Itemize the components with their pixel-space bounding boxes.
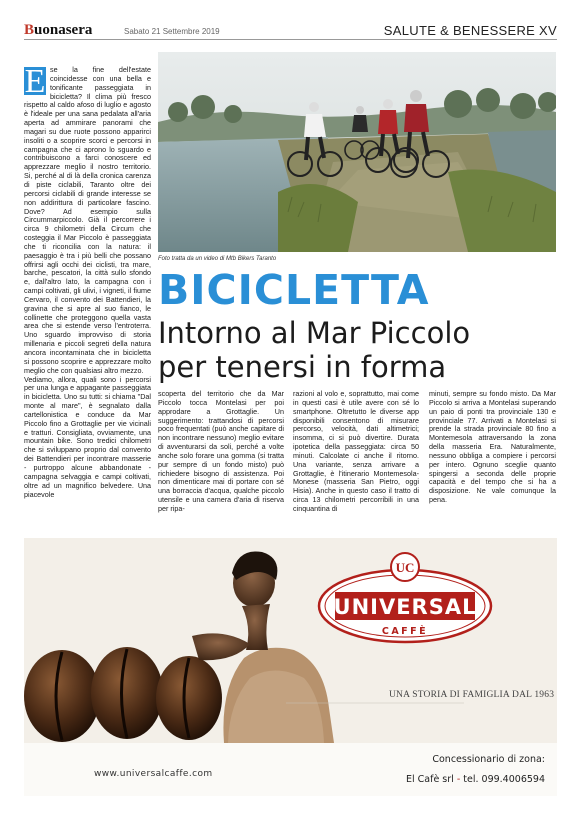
issue-date: Sabato 21 Settembre 2019 (124, 27, 220, 36)
article-title-line: Intorno al Mar Piccolo (158, 316, 471, 350)
cyclists-illustration (158, 52, 556, 252)
masthead-logo: Buonasera (24, 22, 93, 38)
page-header (24, 22, 557, 40)
coffee-bean-icon (24, 650, 100, 742)
advertisement-universal-caffe (24, 538, 557, 796)
article-kicker: BICICLETTA (158, 266, 430, 314)
article-column-4: minuti, sempre su fondo misto. Da Mar Piccolo si arriva a Montelasi superando un paio di ponti tra provinciale 130 e provinciale 77. Arrivati a Montelasi si prende la strada provinciale 80 fino a Montemesola attraversando la zona della masseria Era. Naturalmente, nessuno obbliga a compiere i percorsi per intero. Ognuno sceglie quanto spingersi a seconda delle proprie capacità e del tempo che si ha a disposizione. Ne vale comunque la pena. (429, 390, 556, 505)
logo-emblem (317, 550, 493, 655)
article-paragraph: Vediamo, allora, quali sono i percorsi per una lunga e appagante passeggiata in bicicletta. Uno su tutti: si chiama "Dal monte al mare", è segnalato dalla cartellonistica e conduce da Mar Piccolo fino a Grottaglie per vie vicinali e tratturi. Consigliata, ovviamente, una mountain bike. Sono tredici chilometri che si sviluppano proprio dal convento dei Battendieri per incontrare masserie - purtroppo alcune abbandonate - campagna selvaggia e campi coltivati, oltre ad un magnifico belvedere. Una piacevole (24, 374, 151, 499)
coffee-bean-icon (156, 656, 222, 740)
logo-name: UNIVERSAL (333, 595, 477, 619)
logo-monogram: UC (395, 560, 415, 575)
section-title: SALUTE & BENESSERE XV (383, 23, 557, 38)
ad-dealer-label: Concessionario di zona: (432, 754, 545, 765)
article-column-3: razioni al volo e, soprattutto, mai come in questi casi è utile avere con sé lo smartphone. Oltretutto le diverse app disponibili consentono di misurare percorso, velocità, dati altimetrici; insomma, ci si può divertire. Durata ipotetica della passeggiata: circa 50 minuti. Calcolate ci anche il ritorno. Una variante, senza arrivare a Grottaglie, è l'itinerario Montemesola-Monese (masseria San Pietro, oggi Hisia). Anche in questo caso il tratto di circa 13 chilometri percorribili in una cinquantina di (293, 390, 419, 513)
ad-website-link[interactable]: www.universalcaffe.com (94, 769, 213, 779)
dealer-company: El Cafè srl (405, 774, 454, 785)
ad-contact-line (406, 774, 545, 785)
article-column-1 (24, 66, 151, 534)
logo-subtitle: CAFFÈ (381, 626, 429, 637)
article-column-2: scoperta del territorio che da Mar Piccolo tocca Montelasi per poi approdare a Grottaglie. Un suggerimento: trattandosi di percorsi poco frequentati (può anche capitare di non incontrare nessuno) meglio evitare di avventurarsi da soli, perché a volte anche solo forare una gomma (si tratta pur sempre di un fondo misto) può richiedere bisogno di assistenza. Poi non dimenticare mai di portare con sé una borraccia d'acqua, qualche piccolo utensile e una camera d'aria di riserva per ripa- (158, 390, 284, 513)
contact-separator: - (453, 774, 464, 785)
article-lead-paragraph: se la fine dell'estate coincidesse con una bella e tonificante passeggiata in bicicletta? Il clima più fresco rispetto al caldo afoso di luglio e agosto è l'ideale per una sana pedalata all'aria aperta ad ammirare panorami che magari su due ruote possono apparirci insoliti o a scoprire scorci e percorsi in campagna che ci aprono lo sguardo e contribuiscono a farci conoscere ed apprezzare meglio il nostro territorio. Si, perché al di là della cronica carenza di piste ciclabili, Taranto oltre dei percorsi ciclabili di grande interesse se non addirittura di particolare fascino. Dove? Ad esempio sulla Circummarpiccolo. Già il percorrere i circa 9 chilometri della Circum che costeggia il Mar Piccolo è passeggiata che ti riconcilia con la natura: il paesaggio è tra i più belli che possano offrirsi agli occhi dei ciclisti, tra mare, barche, pescatori, la città sullo sfondo e, dall'altro lato, la campagna con i campi coltivati, gli ulivi, i vigneti, il fiume Cervaro, il convento dei Battendieri, la gravina che si apre al suo fianco, le collinette che proteggono quella vasta area che si estende verso l'entroterra. Uno sguardo improvviso di storia millenaria e piccoli segreti della natura ancora incontaminata che in bicicletta si possono scoprire e apprezzare molto meglio che con qualsiasi altro mezzo. (24, 66, 151, 375)
ad-tagline: UNA STORIA DI FAMIGLIA DAL 1963 (389, 690, 555, 700)
article-title (158, 316, 470, 384)
dealer-phone: tel. 099.4006594 (463, 774, 545, 785)
cyclists-photo (158, 52, 556, 252)
universal-caffe-logo (317, 550, 493, 660)
photo-caption: Foto tratta da un video di Mtb Bikers Taranto (158, 256, 277, 262)
drop-cap: E (24, 66, 46, 100)
coffee-bean-icon (91, 647, 163, 739)
article-title-line: per tenersi in forma (158, 350, 447, 384)
